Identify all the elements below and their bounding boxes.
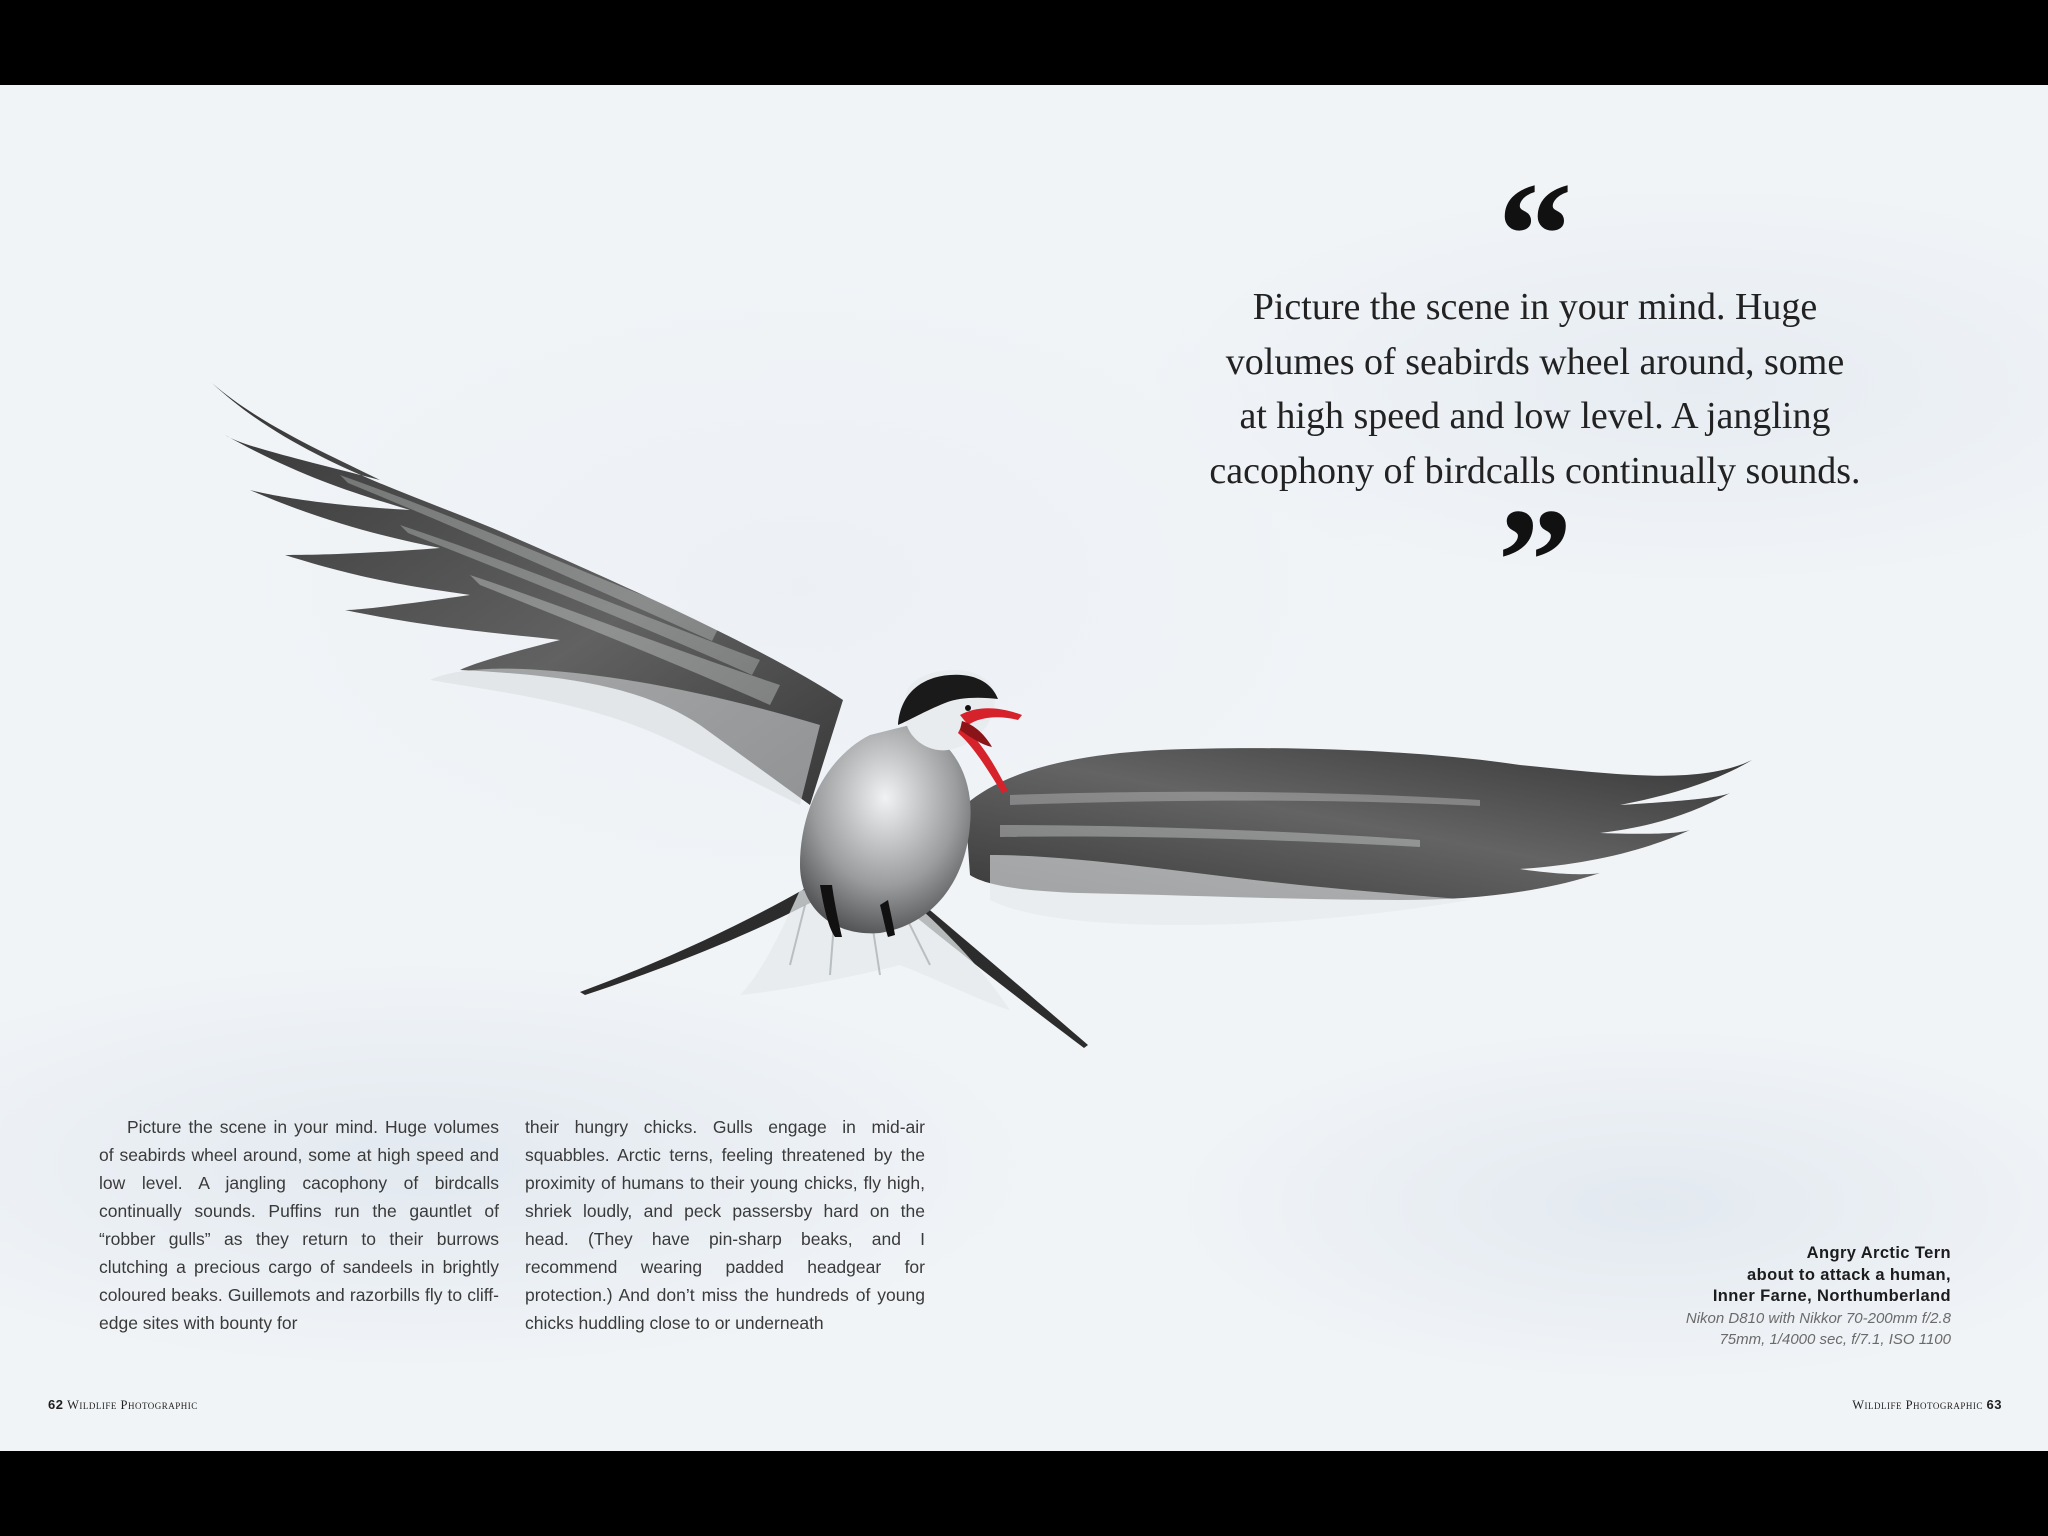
left-wing — [212, 383, 843, 805]
right-wing — [965, 748, 1752, 925]
caption-title-line: Inner Farne, Northumberland — [1712, 1287, 1951, 1305]
folio-left — [48, 1397, 198, 1413]
photo-caption — [1686, 1243, 1951, 1350]
pull-quote-line: volumes of seabirds wheel around, some — [1225, 340, 1845, 383]
caption-title-line: Angry Arctic Tern — [1806, 1244, 1951, 1262]
top-letterbox-bar — [0, 0, 2048, 85]
pull-quote-text — [1180, 280, 1890, 498]
bird-body — [800, 725, 971, 937]
close-quote-mark: ” — [1497, 478, 1573, 644]
caption-exposure-line: 75mm, 1/4000 sec, f/7.1, ISO 1100 — [1719, 1330, 1951, 1348]
pull-quote — [1180, 152, 1890, 644]
pull-quote-line: cacophony of birdcalls continually sounds. — [1209, 449, 1861, 492]
caption-camera-line: Nikon D810 with Nikkor 70-200mm f/2.8 — [1685, 1309, 1951, 1327]
pull-quote-line: Picture the scene in your mind. Huge — [1252, 286, 1818, 328]
body-column-2: their hungry chicks. Gulls engage in mid-air squabbles. Arctic terns, feeling threatened by the proximity of humans to their young chicks, fly high, shriek loudly, and peck passersby hard on the head. (They have pin-sharp beaks, and I recommend wearing padded headgear for protection.) And don’t miss the hundreds of young chicks huddling close to or underneath — [525, 1117, 925, 1333]
folio-right — [1852, 1397, 2002, 1413]
caption-title-line: about to attack a human, — [1747, 1265, 1951, 1284]
bottom-letterbox-bar — [0, 1451, 2048, 1536]
magazine-spread — [0, 85, 2048, 1451]
body-column-1: Picture the scene in your mind. Huge volumes of seabirds wheel around, some at high speed and low level. A jangling cacophony of birdcalls continually sounds. Puffins run the gauntlet of “robber gulls” as they return to their burrows clutching a precious cargo of sandeels in brightly coloured beaks. Guillemots and razorbills fly to cliff-edge sites with bounty for — [99, 1117, 499, 1333]
publication-name-right: Wildlife Photographic — [1852, 1398, 1983, 1412]
open-quote-mark: “ — [1497, 152, 1573, 318]
page-number-right: 63 — [1986, 1397, 2002, 1412]
page-number-left: 62 — [48, 1397, 64, 1412]
pull-quote-line: at high speed and low level. A jangling — [1239, 395, 1831, 437]
publication-name-left: Wildlife Photographic — [67, 1398, 198, 1412]
